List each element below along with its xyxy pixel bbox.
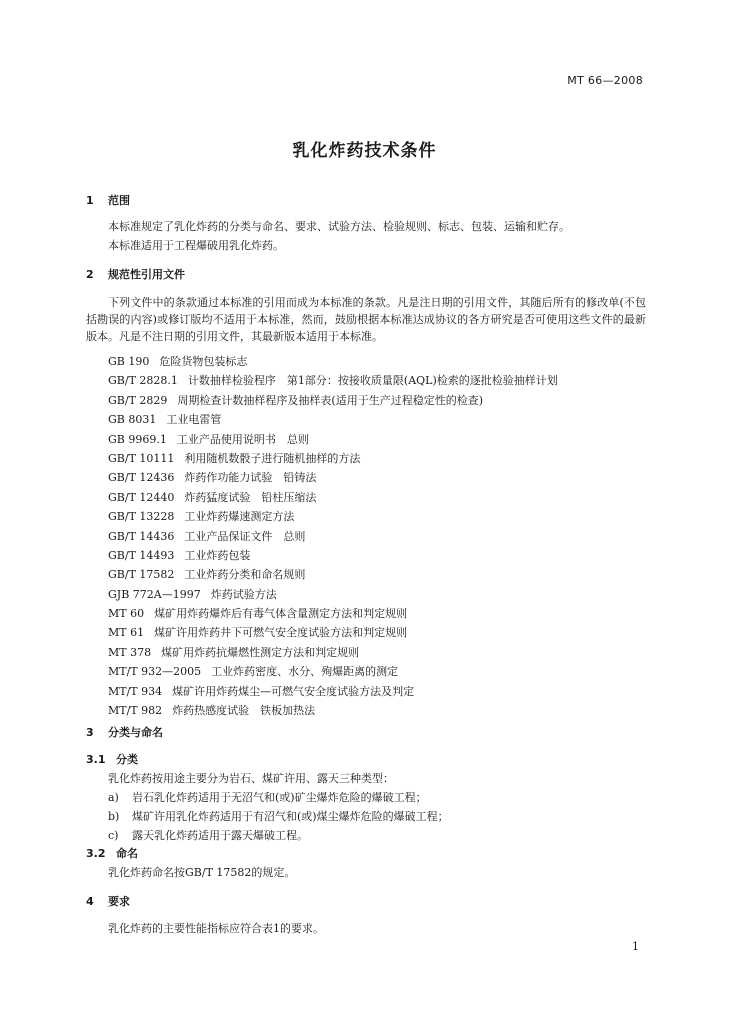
list-item (108, 411, 558, 430)
reference-title: 炸药热感度试验 铁板加热法 (172, 704, 316, 718)
list-item (108, 469, 558, 488)
item-text: 岩石乳化炸药适用于无沼气和(或)矿尘爆炸危险的爆破工程； (132, 791, 427, 804)
section-number: 4 (86, 895, 94, 908)
section-1-heading (86, 192, 130, 208)
reference-title: 周期检查计数抽样程序及抽样表(适用于生产过程稳定性的检查) (177, 393, 483, 407)
reference-code: GB 190 (108, 355, 150, 368)
reference-code: GB/T 2828.1 (108, 374, 178, 388)
paragraph: 乳化炸药的主要性能指标应符合表1的要求。 (108, 922, 324, 935)
paragraph: 本标准规定了乳化炸药的分类与命名、要求、试验方法、检验规则、标志、包装、运输和贮存。 (108, 220, 570, 233)
reference-title: 利用随机数骰子进行随机抽样的方法 (184, 451, 361, 465)
list-item (108, 808, 449, 824)
page-number: 1 (632, 940, 639, 953)
section-number: 2 (86, 268, 94, 281)
reference-code: GB/T 13228 (108, 510, 175, 524)
item-text: 露天乳化炸药适用于露天爆破工程。 (132, 829, 308, 842)
page-title: 乳化炸药技术条件 (292, 141, 437, 161)
section-2-intro: 下列文件中的条款通过本标准的引用而成为本标准的条款。凡是注日期的引用文件，其随后所有的修改单(不包括勘误的内容)或修订版均不适用于本标准，然而，鼓励根据本标准达成协议的各方研究是否可使用这些文件的最新版本。凡是不注日期的引用文件，其最新版本适用于本标准。 (86, 296, 646, 343)
list-item (108, 547, 558, 566)
reference-title: 煤矿用炸药爆炸后有毒气体含量测定方法和判定规则 (154, 607, 408, 621)
list-item (108, 508, 558, 527)
list-item (108, 789, 427, 805)
item-text: 煤矿许用乳化炸药适用于有沼气和(或)煤尘爆炸危险的爆破工程； (132, 810, 449, 823)
section-number: 3 (86, 726, 94, 739)
section-3-2-heading (86, 845, 138, 861)
reference-code: MT 61 (108, 626, 145, 640)
reference-title: 炸药作功能力试验 铅铸法 (184, 471, 317, 485)
section-number: 3.2 (86, 847, 106, 860)
list-item (108, 624, 558, 643)
section-title: 命名 (116, 847, 138, 860)
standard-code: MT 66—2008 (567, 74, 643, 87)
list-item (108, 372, 558, 391)
reference-code: MT 60 (108, 607, 145, 621)
reference-title: 危险货物包装标志 (159, 355, 248, 368)
list-item (108, 702, 558, 721)
reference-title: 煤矿许用炸药井下可燃气安全度试验方法和判定规则 (154, 626, 408, 640)
list-item (108, 644, 558, 663)
reference-code: MT 378 (108, 645, 152, 659)
list-item (108, 663, 558, 682)
section-title: 规范性引用文件 (108, 268, 185, 281)
reference-code: GB/T 2829 (108, 393, 168, 407)
reference-title: 工业炸药密度、水分、殉爆距离的测定 (211, 665, 399, 679)
list-item (108, 528, 558, 547)
list-item (108, 605, 558, 624)
item-label: b) (108, 810, 120, 823)
section-3-1-heading (86, 751, 138, 767)
section-title: 范围 (108, 194, 130, 207)
reference-code: GB/T 17582 (108, 568, 175, 582)
reference-title: 炸药猛度试验 铅柱压缩法 (184, 490, 317, 504)
section-title: 要求 (108, 895, 130, 908)
list-item (108, 827, 308, 843)
list-item (108, 353, 558, 372)
paragraph: 乳化炸药命名按GB/T 17582的规定。 (108, 866, 296, 879)
item-label: a) (108, 791, 119, 804)
reference-title: 工业炸药分类和命名规则 (184, 568, 306, 582)
reference-code: MT/T 932—2005 (108, 665, 202, 679)
section-number: 3.1 (86, 753, 106, 766)
paragraph: 乳化炸药按用途主要分为岩石、煤矿许用、露天三种类型： (108, 772, 394, 785)
reference-code: MT/T 982 (108, 704, 163, 718)
reference-code: MT/T 934 (108, 684, 163, 698)
reference-title: 煤矿许用炸药煤尘—可燃气安全度试验方法及判定 (172, 684, 415, 698)
list-item (108, 489, 558, 508)
reference-title: 工业炸药爆速测定方法 (184, 510, 295, 524)
reference-code: GB 9969.1 (108, 432, 167, 446)
reference-title: 炸药试验方法 (210, 587, 277, 601)
item-label: c) (108, 829, 119, 842)
section-title: 分类 (116, 753, 138, 766)
section-number: 1 (86, 194, 94, 207)
reference-list (108, 353, 558, 721)
list-item (108, 683, 558, 702)
reference-title: 工业电雷管 (166, 413, 222, 427)
reference-title: 工业炸药包装 (184, 548, 251, 562)
reference-title: 煤矿用炸药抗爆燃性测定方法和判定规则 (161, 645, 360, 659)
reference-code: GB/T 14493 (108, 548, 175, 562)
list-item (108, 566, 558, 585)
reference-title: 工业产品保证文件 总则 (184, 529, 306, 543)
reference-code: GB/T 10111 (108, 451, 175, 465)
section-2-heading (86, 266, 185, 282)
reference-title: 计数抽样检验程序 第1部分：按接收质量限(AQL)检索的逐批检验抽样计划 (187, 374, 558, 388)
reference-code: GB 8031 (108, 413, 157, 427)
reference-title: 工业产品使用说明书 总则 (176, 432, 309, 446)
section-4-heading (86, 893, 130, 909)
reference-code: GB/T 12440 (108, 490, 175, 504)
section-3-heading (86, 724, 163, 740)
reference-code: GJB 772A—1997 (108, 587, 201, 601)
reference-code: GB/T 12436 (108, 471, 175, 485)
list-item (108, 431, 558, 450)
paragraph: 本标准适用于工程爆破用乳化炸药。 (108, 239, 284, 252)
list-item (108, 450, 558, 469)
list-item (108, 392, 558, 411)
section-title: 分类与命名 (108, 726, 163, 739)
list-item (108, 586, 558, 605)
reference-code: GB/T 14436 (108, 529, 175, 543)
